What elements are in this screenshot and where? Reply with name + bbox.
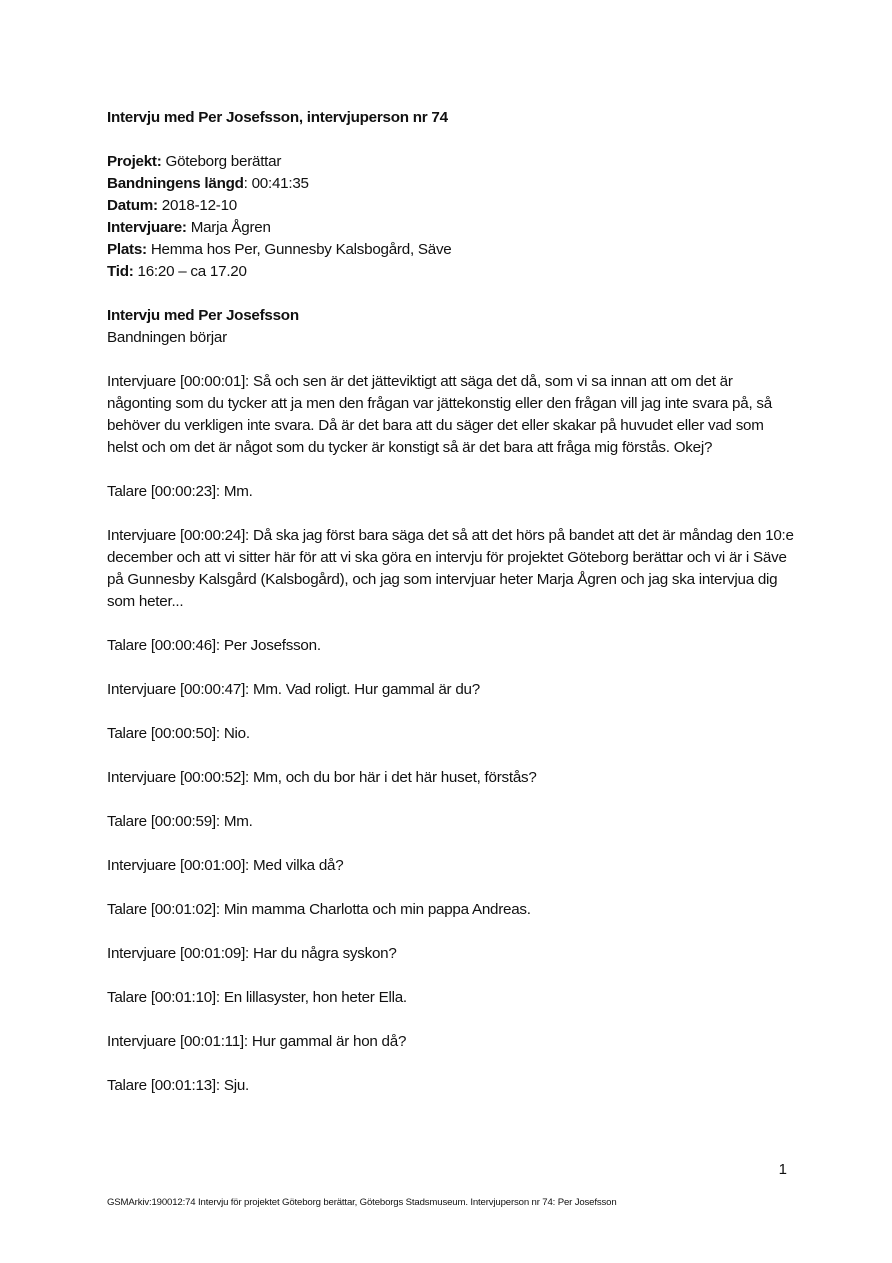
transcript-paragraph: Talare [00:00:59]: Mm. [107,813,253,830]
transcript-paragraph: Talare [00:00:23]: Mm. [107,483,253,500]
transcript-paragraph: Intervjuare [00:00:24]: Då ska jag först bara säga det så att det hörs på bandet att det är måndag den 10:e december och att vi sitter här för att vi ska göra en intervju för projektet Göteborg berättar och vi är i Säve på Gunnesby Kalsgård (Kalsbogård), och jag som intervjuar heter Marja Ågren och jag ska intervjua dig som heter... [107,527,794,610]
transcript-paragraph: Talare [00:00:50]: Nio. [107,725,250,742]
meta-label: Plats: [107,241,147,258]
transcript-paragraph: Intervjuare [00:00:47]: Mm. Vad roligt. Hur gammal är du? [107,681,480,698]
meta-value: Hemma hos Per, Gunnesby Kalsbogård, Säve [146,241,452,258]
meta-time [107,261,797,283]
meta-label: Datum: [107,197,158,214]
document-title: Intervju med Per Josefsson, intervjuperson nr 74 [107,109,448,126]
transcript-paragraph: Intervjuare [00:00:01]: Så och sen är det jätteviktigt att säga det då, som vi sa innan att om det är någonting som du tycker att ja men den frågan var jättekonstig eller den frågan vill jag inte svara på, så behöver du verkligen inte svara. Då är det bara att du säger det eller skakar på huvudet eller vad som helst och om det är något som du tycker är konstigt så är det bara att fråga mig förstås. Okej? [107,373,772,456]
meta-label: Tid: [107,263,134,280]
transcript-paragraph: Talare [00:01:10]: En lillasyster, hon heter Ella. [107,989,407,1006]
section-heading: Intervju med Per Josefsson [107,307,299,324]
meta-interviewer [107,217,797,239]
meta-label: Projekt: [107,153,162,170]
meta-place [107,239,797,261]
transcript-paragraph: Talare [00:00:46]: Per Josefsson. [107,637,321,654]
meta-project [107,151,797,173]
transcript-paragraph: Talare [00:01:02]: Min mamma Charlotta och min pappa Andreas. [107,901,531,918]
document-content [107,107,797,1119]
transcript-paragraph: Intervjuare [00:00:52]: Mm, och du bor här i det här huset, förstås? [107,769,537,786]
meta-value: 16:20 – ca 17.20 [133,263,247,280]
page-number: 1 [778,1161,787,1178]
meta-recording-length [107,173,797,195]
transcript-paragraph: Intervjuare [00:01:11]: Hur gammal är hon då? [107,1033,407,1050]
meta-value: Göteborg berättar [161,153,282,170]
section-subheading: Bandningen börjar [107,329,227,346]
meta-date [107,195,797,217]
page-footer: GSMArkiv:190012:74 Intervju för projektet Göteborg berättar, Göteborgs Stadsmuseum. Intervjuperson nr 74: Per Josefsson [107,1197,617,1208]
meta-value: 2018-12-10 [157,197,237,214]
meta-value: Marja Ågren [186,219,271,236]
transcript-paragraph: Intervjuare [00:01:09]: Har du några syskon? [107,945,397,962]
metadata-block [107,151,797,283]
transcript-paragraph: Talare [00:01:13]: Sju. [107,1077,250,1094]
meta-label: Intervjuare: [107,219,187,236]
meta-value: : 00:41:35 [243,175,309,192]
transcript [107,371,797,1097]
transcript-paragraph: Intervjuare [00:01:00]: Med vilka då? [107,857,344,874]
meta-label: Bandningens längd [107,175,244,192]
